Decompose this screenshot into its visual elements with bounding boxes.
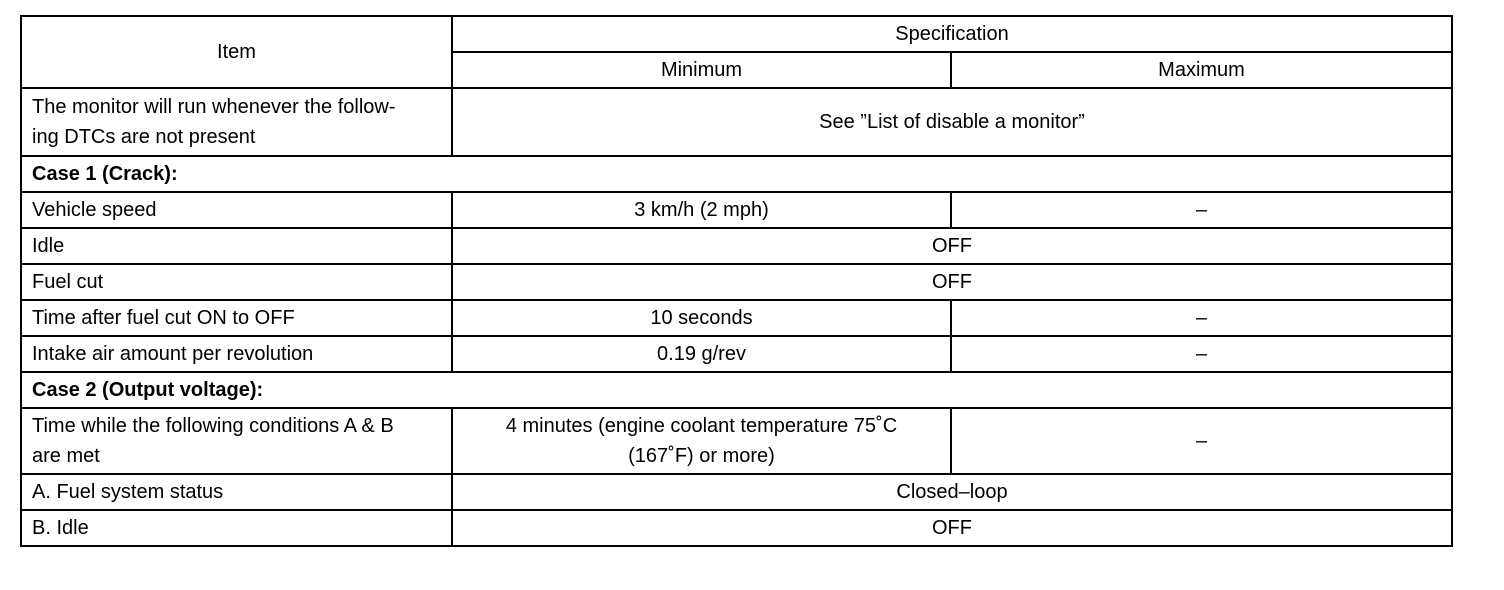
item-text-line: Time while the following conditions A & B [32, 415, 394, 437]
section-row [21, 372, 1452, 408]
table-header-row [21, 16, 1452, 52]
section-heading: Case 1 (Crack): [21, 156, 1452, 192]
item-cell: Time after fuel cut ON to OFF [21, 300, 452, 336]
table-row [21, 264, 1452, 300]
item-text-line: ing DTCs are not present [32, 126, 256, 148]
section-heading: Case 2 (Output voltage): [21, 372, 1452, 408]
header-minimum: Minimum [452, 52, 951, 88]
table-row [21, 510, 1452, 546]
header-item: Item [21, 16, 452, 88]
header-maximum: Maximum [951, 52, 1452, 88]
spec-span-cell: See ”List of disable a monitor” [452, 88, 1452, 156]
header-specification: Specification [452, 16, 1452, 52]
spec-span-cell: OFF [452, 510, 1452, 546]
item-cell: A. Fuel system status [21, 474, 452, 510]
max-cell: – [951, 408, 1452, 474]
section-row [21, 156, 1452, 192]
spec-span-cell: OFF [452, 228, 1452, 264]
table-row [21, 336, 1452, 372]
table-row [21, 408, 1452, 474]
item-cell: B. Idle [21, 510, 452, 546]
item-text-line: The monitor will run whenever the follow- [32, 96, 396, 118]
spec-span-cell: OFF [452, 264, 1452, 300]
specification-table [20, 15, 1453, 547]
min-text-line: 4 minutes (engine coolant temperature 75˚C [505, 415, 898, 437]
item-cell [21, 88, 452, 156]
spec-span-cell: Closed–loop [452, 474, 1452, 510]
item-text-line: are met [32, 445, 100, 467]
max-cell: – [951, 300, 1452, 336]
item-cell: Fuel cut [21, 264, 452, 300]
item-cell: Idle [21, 228, 452, 264]
table-row [21, 228, 1452, 264]
min-cell: 3 km/h (2 mph) [452, 192, 951, 228]
item-cell: Intake air amount per revolution [21, 336, 452, 372]
min-cell: 0.19 g/rev [452, 336, 951, 372]
table-row [21, 300, 1452, 336]
table-row [21, 474, 1452, 510]
table-row [21, 88, 1452, 156]
item-cell [21, 408, 452, 474]
max-cell: – [951, 192, 1452, 228]
min-cell: 10 seconds [452, 300, 951, 336]
min-text-line: (167˚F) or more) [628, 445, 775, 467]
table-row [21, 192, 1452, 228]
max-cell: – [951, 336, 1452, 372]
min-cell [452, 408, 951, 474]
item-cell: Vehicle speed [21, 192, 452, 228]
